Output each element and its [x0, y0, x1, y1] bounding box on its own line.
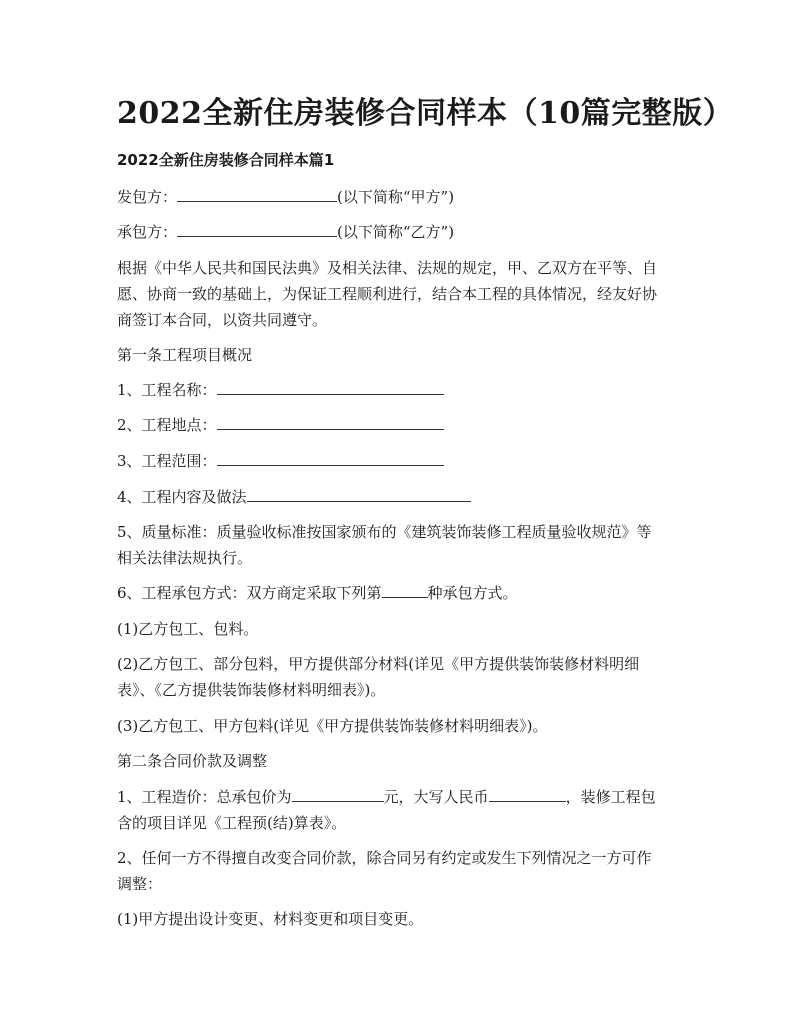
change-option-1: (1)甲方提出设计变更、材料变更和项目变更。	[117, 910, 424, 928]
contract-mode-blank	[382, 581, 428, 598]
document-title: 2022全新住房装修合同样本（10篇完整版）	[117, 96, 734, 131]
project-name-label: 1、工程名称：	[117, 381, 217, 399]
party-a-label: 发包方：	[117, 188, 178, 206]
project-location-label: 2、工程地点：	[117, 416, 217, 434]
party-a-suffix: (以下简称“甲方”)	[337, 188, 455, 206]
contract-mode-line	[117, 580, 679, 606]
project-scope-label: 3、工程范围：	[117, 452, 217, 470]
article-2-heading: 第二条合同价款及调整	[117, 752, 268, 770]
party-b-line	[117, 219, 679, 245]
quality-line-1: 5、质量标准：质量验收标准按国家颁布的《建筑装饰装修工程质量验收规范》等	[117, 523, 652, 541]
price-line-2: 含的项目详见《工程预(结)算表》。	[117, 814, 347, 832]
project-scope-line	[117, 448, 679, 474]
project-content-line	[117, 484, 679, 510]
option-2-line-1: (2)乙方包工、部分包料，甲方提供部分材料(详见《甲方提供装饰装修材料明细	[117, 655, 640, 673]
project-content-blank	[247, 485, 471, 502]
intro-line-3: 商签订本合同，以资共同遵守。	[117, 311, 328, 329]
price-prefix: 1、工程造价：总承包价为	[117, 788, 292, 806]
party-b-label: 承包方：	[117, 223, 178, 241]
party-b-blank	[177, 220, 337, 237]
party-a-line	[117, 184, 679, 210]
option-2-line-2: 表》、《乙方提供装饰装修材料明细表》)。	[117, 681, 386, 699]
party-a-blank	[177, 185, 337, 202]
project-content-label: 4、工程内容及做法	[117, 488, 247, 506]
price-words-blank	[489, 785, 566, 802]
price-middle: 元，大写人民币	[383, 788, 489, 806]
price-line-1	[117, 784, 679, 810]
intro-line-2: 愿、协商一致的基础上，为保证工程顺利进行，结合本工程的具体情况，经友好协	[117, 285, 658, 303]
price-amount-blank	[292, 785, 384, 802]
section-subtitle: 2022全新住房装修合同样本篇1	[117, 151, 335, 169]
contract-mode-prefix: 6、工程承包方式：双方商定采取下列第	[117, 584, 382, 602]
project-location-line	[117, 412, 679, 438]
party-b-suffix: (以下简称“乙方”)	[337, 223, 455, 241]
project-scope-blank	[217, 449, 444, 466]
change-line-1: 2、任何一方不得擅自改变合同价款，除合同另有约定或发生下列情况之一方可作	[117, 849, 652, 867]
article-1-heading: 第一条工程项目概况	[117, 346, 253, 364]
option-3: (3)乙方包工、甲方包料(详见《甲方提供装饰装修材料明细表》)。	[117, 717, 548, 735]
project-location-blank	[217, 413, 444, 430]
change-line-2: 调整：	[117, 875, 163, 893]
price-suffix: ，装修工程包	[565, 788, 656, 806]
contract-mode-suffix: 种承包方式。	[427, 584, 518, 602]
intro-line-1: 根据《中华人民共和国民法典》及相关法律、法规的规定，甲、乙双方在平等、自	[117, 259, 658, 277]
quality-line-2: 相关法律法规执行。	[117, 549, 253, 567]
project-name-line	[117, 377, 679, 403]
option-1: (1)乙方包工、包料。	[117, 620, 259, 638]
project-name-blank	[217, 378, 444, 395]
